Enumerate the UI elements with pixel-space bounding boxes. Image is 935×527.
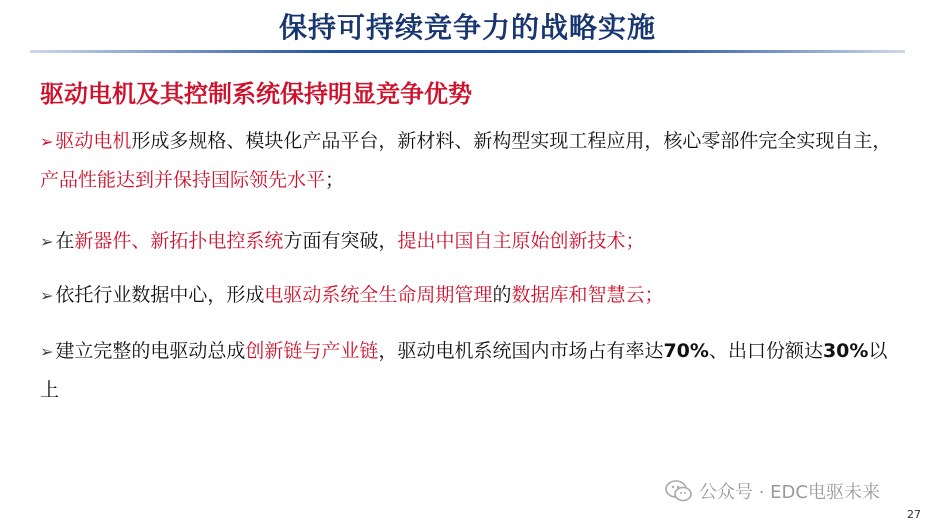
bullet-3-highlight-1: 电驱动系统全生命周期管理: [264, 284, 493, 306]
bullet-4-text-4: 以上: [40, 340, 888, 401]
bullet-4-highlight-1: 创新链与产业链: [245, 340, 379, 362]
bullet-4-figure-2: 30%: [822, 340, 869, 362]
bullet-4-text-3: 、出口份额达: [708, 340, 823, 362]
bullet-3-highlight-2: 数据库和智慧云；: [511, 284, 664, 306]
bullet-2-text-2: 方面有突破，: [283, 230, 398, 252]
wechat-icon: [665, 479, 693, 503]
bullet-4-figure-1: 70%: [663, 340, 709, 362]
watermark: [665, 478, 880, 504]
slide-title: 保持可持续竞争力的战略实施: [278, 11, 656, 44]
bullet-1-highlight-2: 产品性能达到并保持国际领先水平: [40, 169, 326, 191]
bullet-4-text-1: 建立完整的电驱动总成: [55, 340, 246, 362]
bullet-2-highlight-1: 新器件、新拓扑电控系统: [74, 230, 284, 252]
bullet-3-text-2: 的: [492, 284, 512, 306]
section-heading: 驱动电机及其控制系统保持明显竞争优势: [40, 80, 472, 108]
watermark-text: 公众号 · EDC电驱未来: [699, 482, 880, 503]
bullet-arrow-icon: ➢: [40, 342, 54, 361]
bullet-1-text-2: ；: [325, 169, 345, 191]
bullet-item-1: [40, 122, 900, 199]
page-number: 27: [907, 508, 921, 521]
bullet-item-4: [40, 332, 900, 409]
bullet-item-2: [40, 222, 900, 261]
bullet-3-text-1: 依托行业数据中心，形成: [55, 284, 265, 306]
bullet-4-text-2: ，驱动电机系统国内市场占有率达: [378, 340, 664, 362]
bullet-arrow-icon: ➢: [40, 232, 54, 251]
bullet-item-3: [40, 276, 900, 315]
title-divider: [30, 50, 905, 53]
bullet-2-highlight-2: 提出中国自主原始创新技术；: [397, 230, 645, 252]
bullet-1-highlight-1: 驱动电机: [55, 130, 132, 152]
bullet-arrow-icon: ➢: [40, 286, 54, 305]
bullet-1-text-1: 形成多规格、模块化产品平台，新材料、新构型实现工程应用，核心零部件完全实现自主，: [131, 130, 892, 152]
bullet-arrow-icon: ➢: [40, 132, 54, 151]
bullet-2-text-1: 在: [55, 230, 75, 252]
